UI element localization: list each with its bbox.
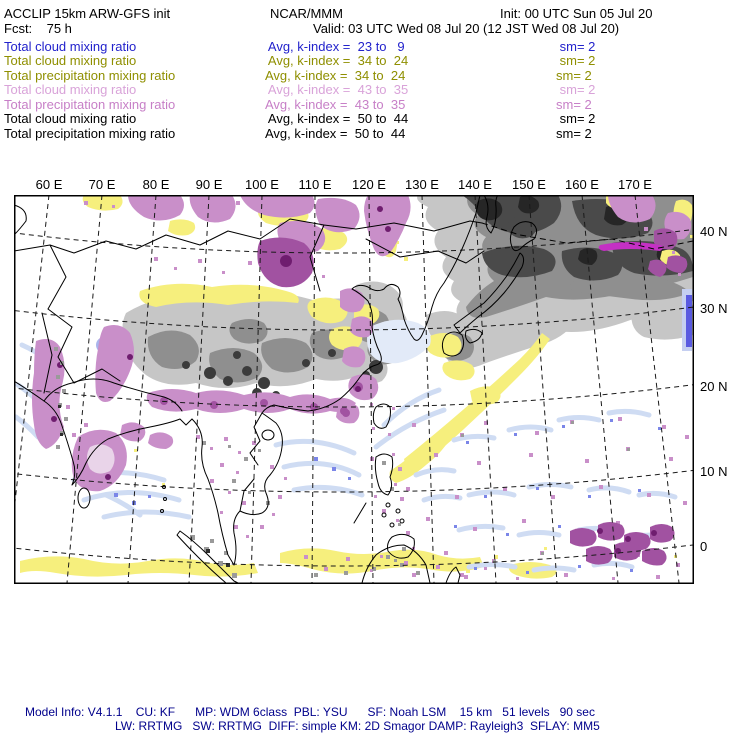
center-name: NCAR/MMM [270, 6, 343, 21]
lon-tick-label: 120 E [352, 177, 386, 192]
lon-tick-label: 150 E [512, 177, 546, 192]
pale-blue-wash [367, 320, 431, 363]
purple-ring-inner [87, 444, 115, 473]
legend-label: Total cloud mixing ratio [4, 111, 137, 126]
legend-sm: sm= 2 [556, 39, 596, 54]
map-canvas [14, 195, 694, 584]
legend-label: Total precipitation mixing ratio [4, 68, 176, 83]
lat-tick-label: 10 N [700, 464, 728, 479]
lat-tick-label: 30 N [700, 301, 728, 316]
forecast-hour: Fcst: 75 h [4, 21, 72, 36]
lon-tick-label: 110 E [298, 177, 332, 192]
legend-label: Total cloud mixing ratio [4, 53, 137, 68]
legend-label: Total precipitation mixing ratio [4, 126, 176, 141]
legend-sm: sm= 2 [556, 111, 596, 126]
lon-tick-label: 80 E [142, 177, 170, 192]
lon-tick-label: 100 E [245, 177, 279, 192]
lon-tick-label: 140 E [458, 177, 492, 192]
lon-tick-label: 160 E [565, 177, 599, 192]
legend-sm: sm= 2 [556, 53, 596, 68]
lon-tick-label: 90 E [195, 177, 223, 192]
legend-label: Total cloud mixing ratio [4, 39, 137, 54]
legend-sm: sm= 2 [556, 97, 592, 112]
legend-kindex: Avg, k-index = 43 to 35 [265, 97, 406, 112]
legend-kindex: Avg, k-index = 50 to 44 [265, 111, 409, 126]
lon-tick-label: 60 E [35, 177, 63, 192]
legend-label: Total cloud mixing ratio [4, 82, 137, 97]
legend-sm: sm= 2 [556, 126, 592, 141]
valid-time: Valid: 03 UTC Wed 08 Jul 20 (12 JST Wed 08 Jul 20) [313, 21, 620, 36]
gray-specks [54, 347, 630, 578]
legend-kindex: Avg, k-index = 50 to 44 [265, 126, 406, 141]
legend-sm: sm= 2 [556, 82, 596, 97]
legend-kindex: Avg, k-index = 23 to 9 [265, 39, 405, 54]
model-title: ACCLIP 15km ARW-GFS init [4, 6, 171, 21]
lon-tick-label: 170 E [618, 177, 652, 192]
legend-kindex: Avg, k-index = 34 to 24 [265, 68, 406, 83]
legend-kindex: Avg, k-index = 43 to 35 [265, 82, 409, 97]
legend-sm: sm= 2 [556, 68, 592, 83]
lat-tick-label: 0 [700, 539, 708, 554]
init-time: Init: 00 UTC Sun 05 Jul 20 [500, 6, 653, 21]
lat-tick-label: 20 N [700, 379, 728, 394]
legend-kindex: Avg, k-index = 34 to 24 [265, 53, 409, 68]
lon-tick-label: 70 E [88, 177, 116, 192]
lat-tick-label: 40 N [700, 224, 728, 239]
model-info-line1: Model Info: V4.1.1 CU: KF MP: WDM 6class PBL: YSU SF: Noah LSM 15 km 51 levels 90 sec [25, 705, 595, 719]
model-info-line2: LW: RRTMG SW: RRTMG DIFF: simple KM: 2D Smagor DAMP: Rayleigh3 SFLAY: MM5 [115, 719, 600, 733]
lon-tick-label: 130 E [405, 177, 439, 192]
legend-label: Total precipitation mixing ratio [4, 97, 176, 112]
